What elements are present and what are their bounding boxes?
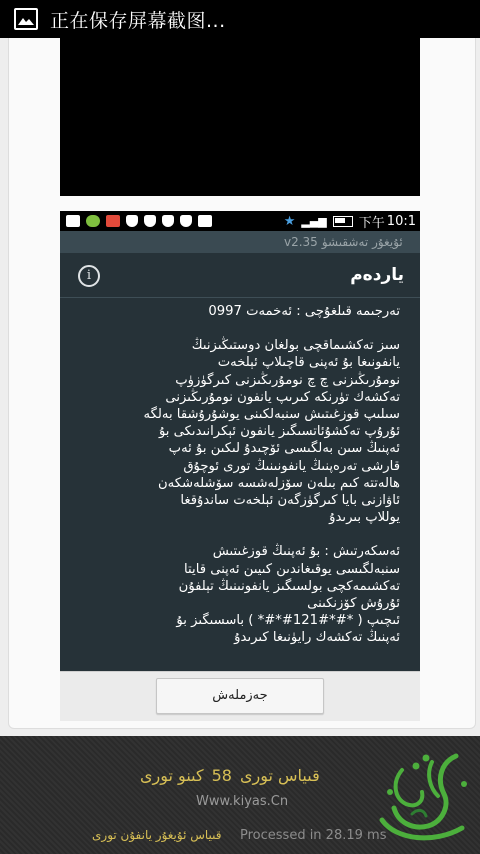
footer-site-name[interactable]: قىياس ئۇيغۇر يانفۇن تورى <box>92 828 222 842</box>
inner-time: 10:1 <box>386 213 416 229</box>
inner-time-prefix: 下午 <box>358 215 385 231</box>
dialog-text-line: سنبەلگىسى يوقىغاندىن كىيىن ئەپنى قايتا <box>184 561 400 577</box>
app-version: v2.35 <box>284 235 318 249</box>
download-icon <box>198 215 212 227</box>
wifi-signal-icon: ▂▄▆ <box>301 214 327 228</box>
square-icon <box>66 215 80 227</box>
dialog-header <box>60 257 420 298</box>
dialog-body <box>84 303 400 647</box>
shield-icon <box>162 215 174 227</box>
inner-app-bar <box>60 231 420 253</box>
dialog-text-line: ئاۋازنى بايا كىرگۈزگەن ئېلخەت ساندۇقغا <box>180 493 400 509</box>
dialog-text-line: ئەپنىڭ سىن بەلگىسى ئۆچىدۇ لىكىن بۇ ئەپ <box>168 441 400 457</box>
image-icon <box>14 8 38 30</box>
footer-url[interactable]: Www.kiyas.Cn <box>196 794 289 809</box>
footer-links <box>136 766 324 785</box>
dialog-text-line: ئۇرۇپ تەكشۇئاتسىگىز يانفون ئېكرانىدىكى بۇ <box>158 424 400 440</box>
site-logo <box>372 748 476 848</box>
dialog-text-line: ئىچىپ ( *#*#121#*#* ) باسسىگىز بۇ <box>176 613 400 629</box>
dialog-title: ياردەم <box>350 265 404 285</box>
footer-count: 58 <box>211 766 232 785</box>
dialog-paragraph-gap <box>84 526 400 543</box>
dialog-text-line: ئەسكەرتىش : بۇ ئەپنىڭ قوزغىتىش <box>212 544 400 560</box>
shield-icon <box>180 215 192 227</box>
system-status-bar <box>0 0 480 38</box>
dialog-text-line: تەكشەك تۈرنكە كىرىپ يانفون نومۇرىڭىزنى <box>165 389 400 405</box>
dialog-paragraph-gap <box>84 320 400 337</box>
app-name: ئۇيغۇر تەشقىشۈ <box>321 235 403 249</box>
confirm-button[interactable]: جەزملەش <box>156 678 324 714</box>
dialog-text-line: تەرجىمە قىلغۇچى : ئەخمەت 0997 <box>208 304 400 319</box>
dialog-text-line: ئۇرۇش كۆزنكىنى <box>307 596 400 612</box>
footer-link-1[interactable]: قىياس تورى <box>239 766 320 785</box>
shield-icon <box>126 215 138 227</box>
footer-processed-time: Processed in 28.19 ms <box>240 828 387 843</box>
star-icon: ★ <box>283 213 296 229</box>
image-placeholder-black <box>60 38 420 196</box>
screenshot-saving-notification: 正在保存屏幕截图... <box>50 9 226 32</box>
dialog-text-line: يوللاپ بىرىدۇ <box>329 510 400 526</box>
dialog-text-line: ئەپنىڭ تەكشەك رايۈنىغا كىرىدۇ <box>234 630 400 646</box>
embedded-screenshot <box>60 211 420 721</box>
chat-icon <box>86 215 100 227</box>
dialog-text-line: سىلىپ قوزغىتىش سنبەلكىنى يوشۇرۇشقا بەلگە <box>143 407 400 423</box>
dialog-text-line: تەكشىمەكچى بولسىگىز يانفونىنىڭ تېلفۇن <box>178 578 400 594</box>
dialog-text-line: سىز تەكشىماقچى بولغان دوستىڭىزنىڭ <box>191 338 400 354</box>
dialog-text-line: قارشى تەرەپنىڭ يانفونىنىڭ تورى ئوچۇق <box>183 458 400 474</box>
dialog-footer <box>60 671 420 721</box>
app-icon <box>106 215 120 227</box>
dialog-text-line: يانفونىغا بۇ ئەپنى قاچىلاپ ئېلخەت <box>217 355 400 371</box>
footer-link-2[interactable]: كىنو تورى <box>140 766 204 785</box>
info-icon: i <box>78 265 100 287</box>
battery-icon <box>333 216 353 227</box>
dialog-text-line: نومۇرىڭىزنى چ چ نومۇرىڭىزنى كىرگۈزۈپ <box>175 372 400 388</box>
dialog-text-line: ھالەتتە كىم بىلەن سۆزلەشسە سۆشلەشكەن <box>158 475 400 491</box>
inner-status-bar <box>60 211 420 231</box>
shield-icon <box>144 215 156 227</box>
